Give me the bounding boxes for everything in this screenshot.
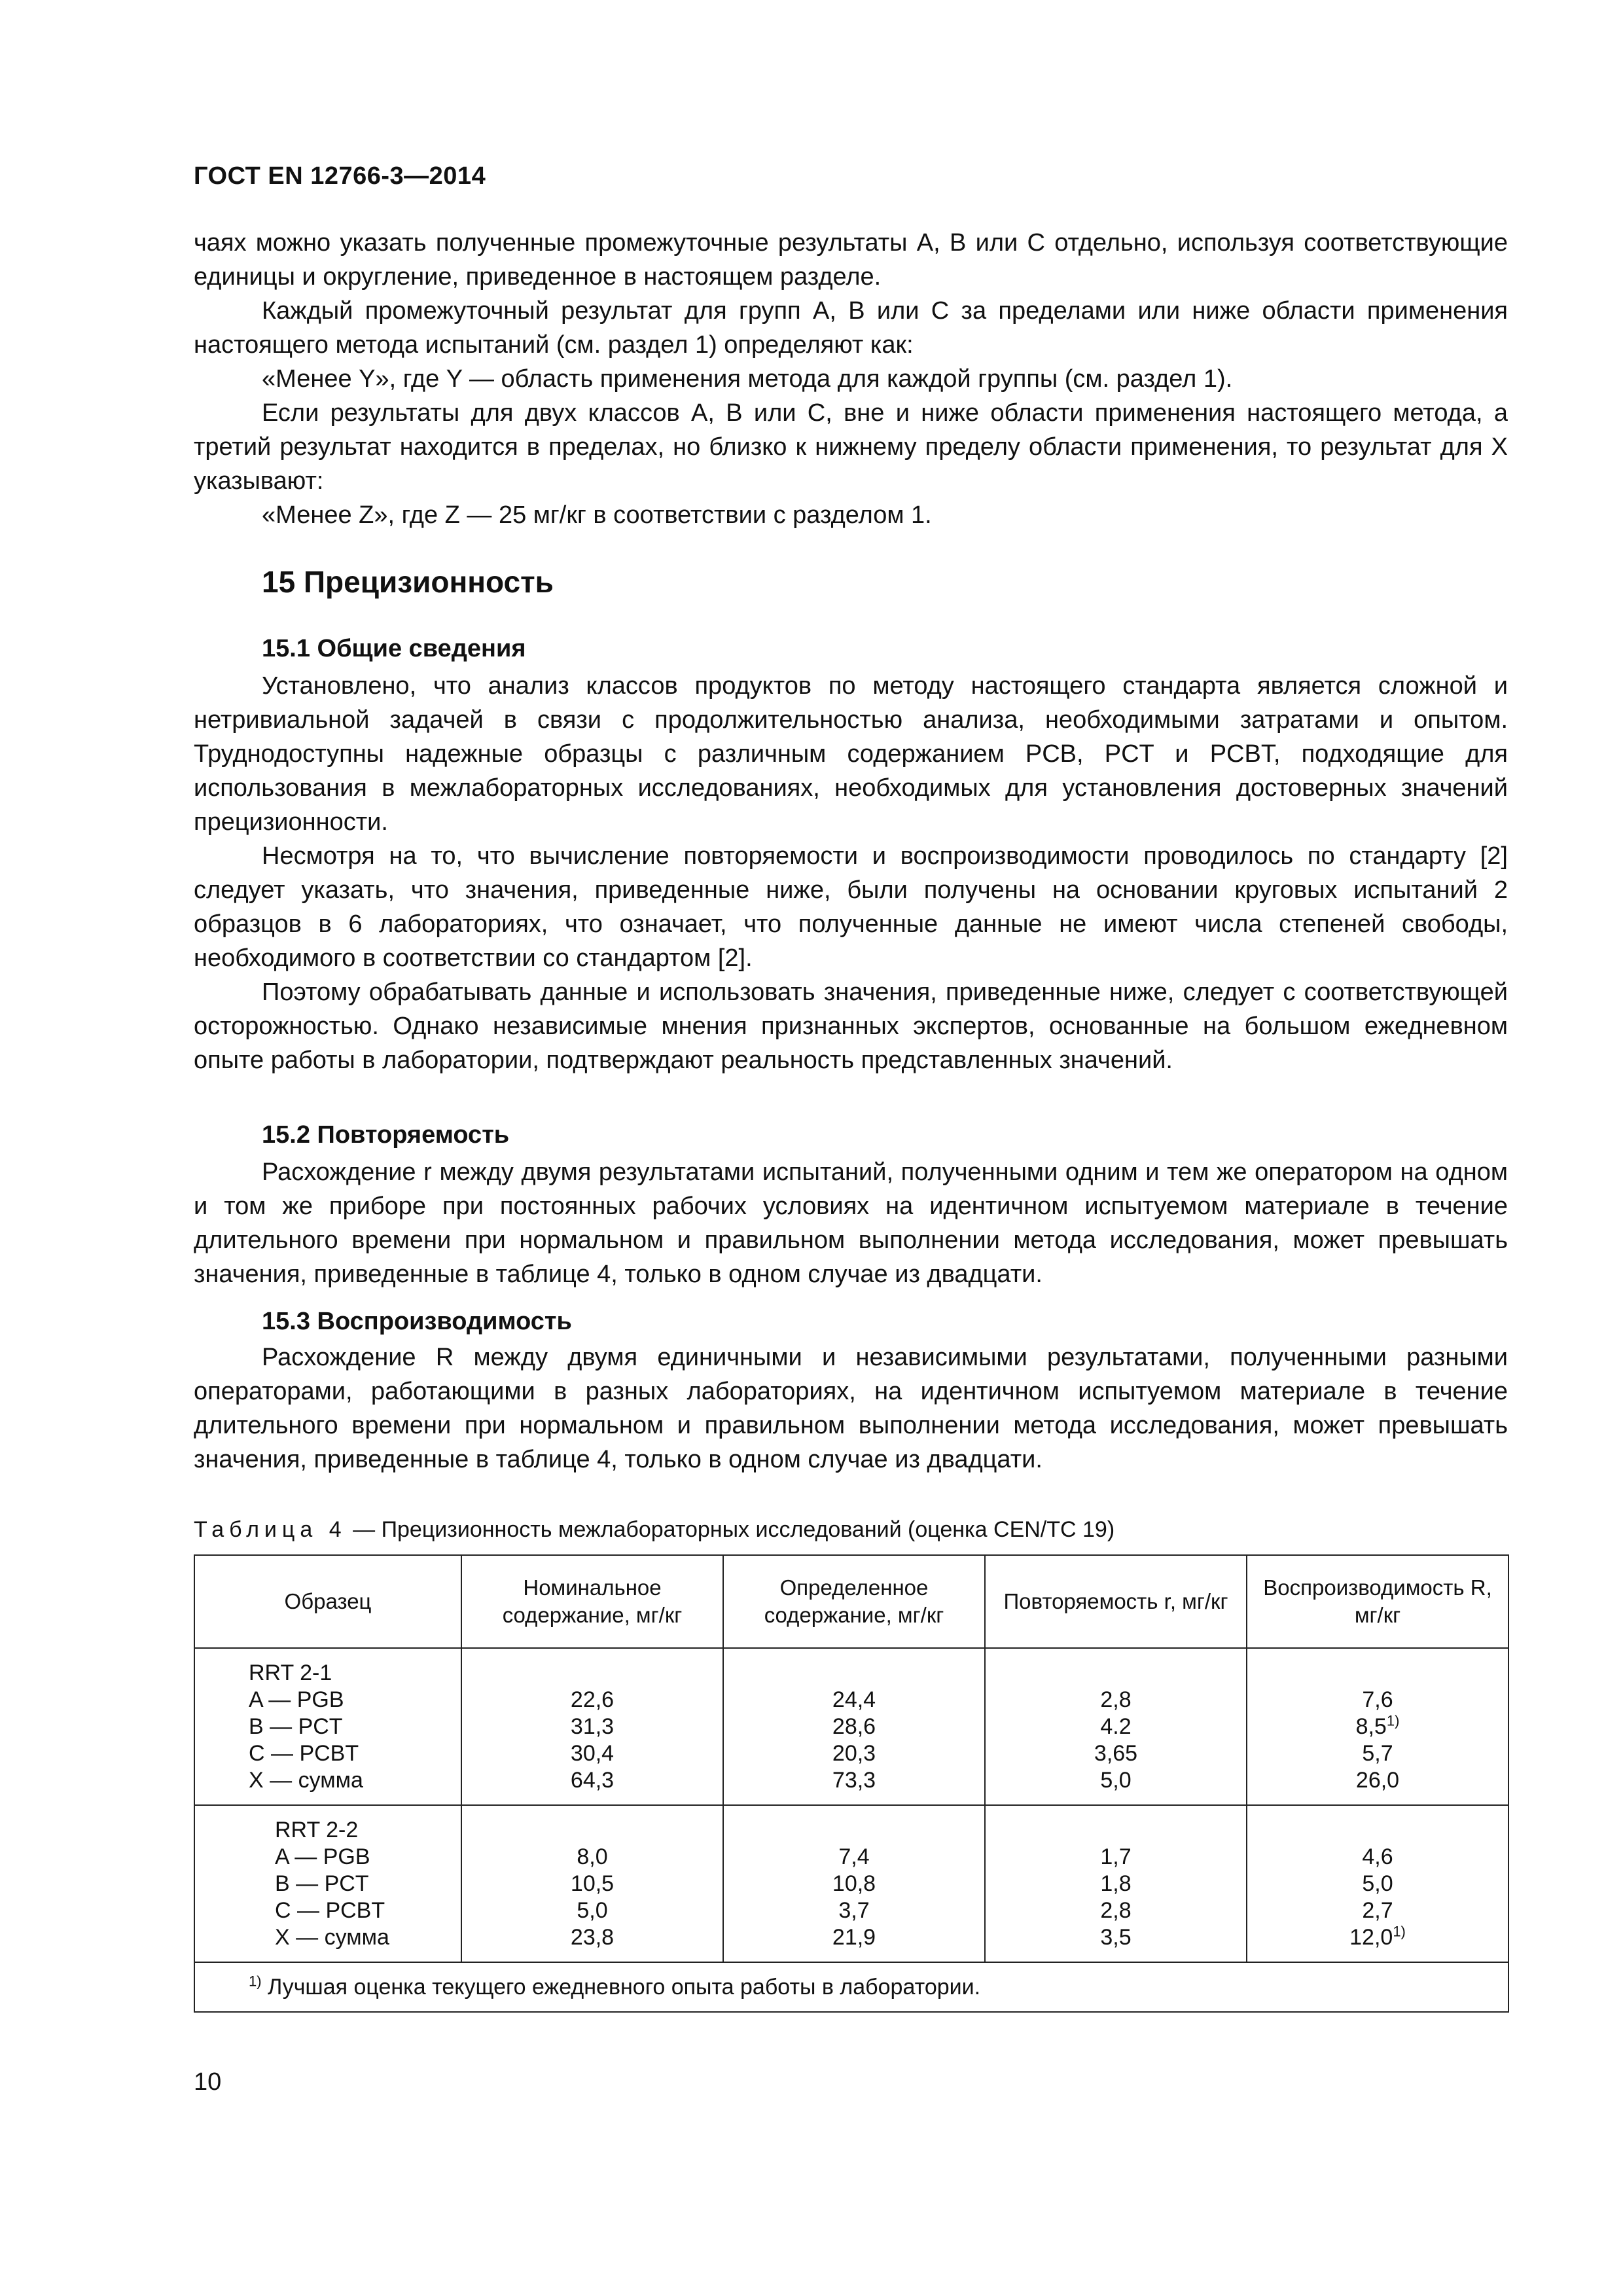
sample-class: X — сумма [249, 1767, 363, 1793]
value: 23,8 [570, 1924, 615, 1950]
sample-cell [194, 1805, 461, 1962]
header-determined: Определенное содержание, мг/кг [723, 1555, 985, 1648]
value: 3,65 [1094, 1740, 1138, 1766]
value: 24,4 [832, 1687, 876, 1712]
value-with-footnote [1247, 1924, 1508, 1951]
table-caption-text: — Прецизионность межлабораторных исследований (оценка CEN/TC 19) [346, 1517, 1115, 1542]
value: 3,7 [838, 1897, 870, 1923]
value: 30,4 [570, 1740, 615, 1766]
repeatability-cell [985, 1805, 1247, 1962]
footnote-text: Лучшая оценка текущего ежедневного опыта работы в лаборатории. [261, 1974, 981, 2000]
table-header-row [194, 1555, 1508, 1648]
table-caption [194, 1517, 1115, 1543]
sample-class: A — PGB [249, 1687, 344, 1712]
value: 26,0 [1355, 1767, 1400, 1793]
value [462, 1660, 722, 1687]
value: 73,3 [832, 1767, 876, 1793]
repeatability-cell [985, 1648, 1247, 1805]
section-15-title: 15 Прецизионность [262, 565, 554, 599]
value: 22,6 [570, 1687, 615, 1712]
value: 10,8 [832, 1871, 876, 1896]
value: 7,4 [838, 1844, 870, 1869]
intro-paragraph-3: «Менее Y», где Y — область применения метода для каждой группы (см. раздел 1). [262, 365, 1233, 393]
value: 64,3 [570, 1767, 615, 1793]
value: 21,9 [832, 1924, 876, 1950]
document-header: ГОСТ EN 12766-3—2014 [194, 162, 486, 190]
intro-text [194, 226, 1508, 532]
value [462, 1817, 722, 1844]
value: 5,7 [1362, 1740, 1393, 1766]
section-15-2-title: 15.2 Повторяемость [262, 1121, 510, 1149]
value-with-footnote [1247, 1713, 1508, 1740]
value: 5,0 [577, 1897, 608, 1923]
value: 7,6 [1362, 1687, 1393, 1712]
value [1247, 1660, 1508, 1687]
intro-paragraph-4: Если результаты для двух классов A, B или C, вне и ниже области применения настоящего метода, а третий результат находится в пределах, но близко к нижнему пределу области применения, то результат для X указывают: [194, 399, 1508, 495]
intro-paragraph-5: «Менее Z», где Z — 25 мг/кг в соответствии с разделом 1. [262, 501, 932, 529]
table-row [194, 1648, 1508, 1805]
value: 31,3 [570, 1713, 615, 1739]
value [986, 1817, 1246, 1844]
value: 1,8 [1100, 1871, 1132, 1896]
value: 28,6 [832, 1713, 876, 1739]
value: 8,5 [1355, 1713, 1387, 1739]
sample-class: C — PCBT [249, 1740, 359, 1766]
value: 2,8 [1100, 1897, 1132, 1923]
section-15-1-paragraph-1: Установлено, что анализ классов продуктов по методу настоящего стандарта является сложной и нетривиальной задачей в связи с продолжительностью анализа, необходимыми затратами и опытом. Труднодоступны надежные образцы с различным содержанием PCB, PCT и PCBT, подходящие для использования в межлабораторных исследованиях, необходимых для установления достоверных значений прецизионности. [194, 672, 1508, 836]
value: 20,3 [832, 1740, 876, 1766]
sample-id: RRT 2-1 [249, 1660, 332, 1685]
table-footnote [194, 1962, 1508, 2012]
reproducibility-cell [1247, 1805, 1508, 1962]
determined-cell [723, 1648, 985, 1805]
nominal-cell [461, 1805, 723, 1962]
table-row [194, 1805, 1508, 1962]
sample-id: RRT 2-2 [275, 1817, 359, 1842]
header-repeatability: Повторяемость r, мг/кг [985, 1555, 1247, 1648]
footnote-mark: 1) [249, 1973, 262, 1990]
value: 4.2 [1100, 1713, 1132, 1739]
value: 2,7 [1362, 1897, 1393, 1923]
section-15-3-text [194, 1340, 1508, 1477]
determined-cell [723, 1805, 985, 1962]
sample-cell [194, 1648, 461, 1805]
value: 3,5 [1100, 1924, 1132, 1950]
intro-paragraph-2: Каждый промежуточный результат для групп A, B или C за пределами или ниже области применения настоящего метода испытаний (см. раздел 1) определяют как: [194, 297, 1508, 359]
page-number: 10 [194, 2068, 222, 2096]
value: 2,8 [1100, 1687, 1132, 1712]
sample-class: C — PCBT [275, 1897, 385, 1923]
section-15-2-text [194, 1155, 1508, 1291]
section-15-1-paragraph-3: Поэтому обрабатывать данные и использовать значения, приведенные ниже, следует с соответствующей осторожностью. Однако независимые мнения признанных экспертов, основанные на большом ежедневном опыте работы в лаборатории, подтверждают реальность представленных значений. [194, 978, 1508, 1074]
value: 10,5 [570, 1871, 615, 1896]
section-15-3-title: 15.3 Воспроизводимость [262, 1308, 572, 1335]
value: 4,6 [1362, 1844, 1393, 1869]
value [724, 1817, 984, 1844]
reproducibility-cell [1247, 1648, 1508, 1805]
value: 5,0 [1362, 1871, 1393, 1896]
footnote-mark: 1) [1393, 1923, 1406, 1940]
header-nominal: Номинальное содержание, мг/кг [461, 1555, 723, 1648]
section-15-3-paragraph-1: Расхождение R между двумя единичными и независимыми результатами, полученными разными операторами, работающими в разных лабораториях, на идентичном испытуемом материале в течение длительного времени при нормальном и правильном выполнении метода исследования, может превышать значения, приведенные в таблице 4, только в одном случае из двадцати. [194, 1344, 1508, 1473]
section-15-2-paragraph-1: Расхождение r между двумя результатами испытаний, полученными одним и тем же оператором на одном и том же приборе при постоянных рабочих условиях на идентичном испытуемом материале в течение длительного времени при нормальном и правильном выполнении метода исследования, может превышать значения, приведенные в таблице 4, только в одном случае из двадцати. [194, 1158, 1508, 1288]
header-sample: Образец [194, 1555, 461, 1648]
value [724, 1660, 984, 1687]
intro-paragraph-1: чаях можно указать полученные промежуточные результаты A, B или C отдельно, используя соответствующие единицы и округление, приведенное в настоящем разделе. [194, 229, 1508, 291]
section-15-1-title: 15.1 Общие сведения [262, 635, 526, 662]
table-footnote-row [194, 1962, 1508, 2012]
value: 1,7 [1100, 1844, 1132, 1869]
nominal-cell [461, 1648, 723, 1805]
sample-class: X — сумма [275, 1924, 389, 1950]
value: 8,0 [577, 1844, 608, 1869]
sample-class: B — PCT [275, 1871, 369, 1896]
table-caption-label: Таблица 4 [194, 1517, 347, 1542]
value: 5,0 [1100, 1767, 1132, 1793]
sample-class: A — PGB [275, 1844, 370, 1869]
value: 12,0 [1349, 1924, 1393, 1950]
sample-class: B — PCT [249, 1713, 343, 1739]
footnote-mark: 1) [1386, 1712, 1400, 1729]
section-15-1-paragraph-2: Несмотря на то, что вычисление повторяемости и воспроизводимости проводилось по стандарту [2] следует указать, что значения, приведенные ниже, были получены на основании круговых испытаний 2 образцов в 6 лабораториях, что означает, что полученные данные не имеют числа степеней свободы, необходимого в соответствии со стандартом [2]. [194, 842, 1508, 972]
value [986, 1660, 1246, 1687]
section-15-1-text [194, 669, 1508, 1077]
precision-table [194, 1554, 1509, 2013]
header-reproducibility: Воспроизводимость R, мг/кг [1247, 1555, 1508, 1648]
value [1247, 1817, 1508, 1844]
